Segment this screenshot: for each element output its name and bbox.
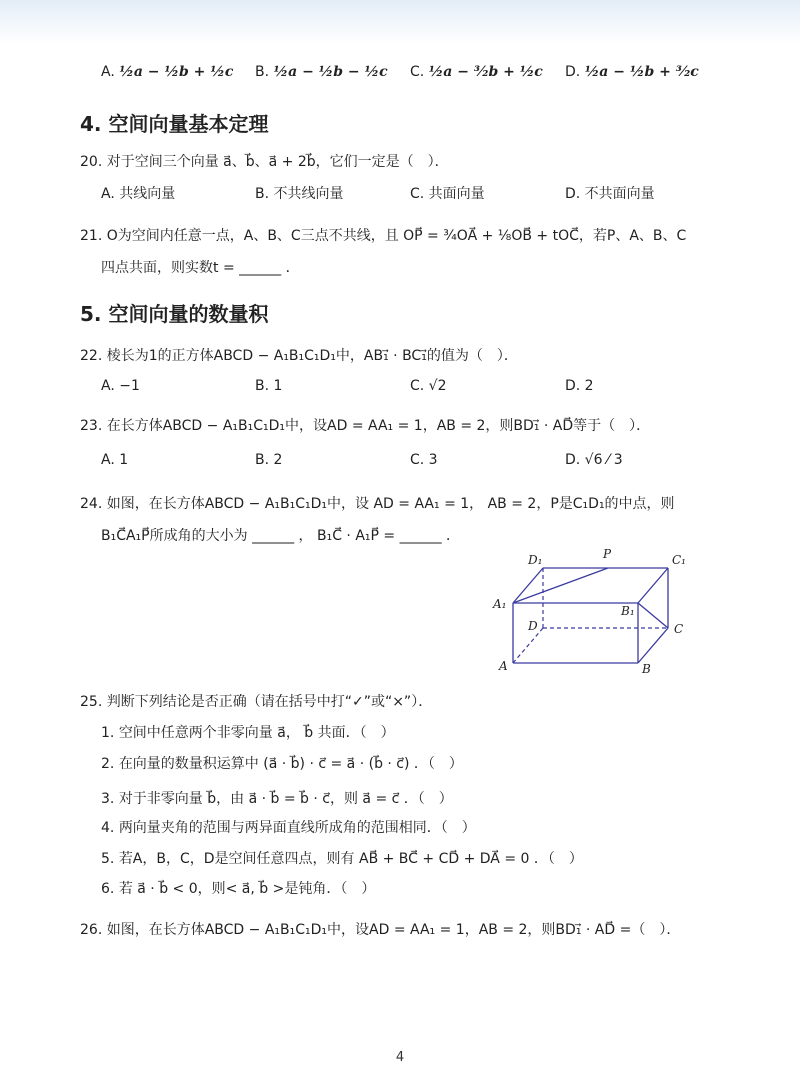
q25-item-2: 2. 在向量的数量积运算中 (a⃗ · b⃗) · c⃗ = a⃗ · (b⃗ · c⃗) ．（ ） (101, 756, 463, 772)
q22-stem (80, 346, 518, 366)
q22-text: 棱长为1的正方体ABCD − A₁B₁C₁D₁中，AB₁⃗ · BC₁⃗的值为（ ）． (106, 348, 518, 364)
q23-stem (80, 416, 650, 436)
q21-text1: O为空间内任意一点，A、B、C三点不共线，且 OP⃗ = ¾OA⃗ + ⅛OB⃗ + tOC⃗，若P、A、B、C (106, 228, 687, 244)
label-d1: D₁ (528, 553, 543, 567)
q20-option-b: B. 不共线向量 (255, 186, 344, 202)
q25-stem (80, 692, 432, 712)
q26-text: 如图，在长方体ABCD − A₁B₁C₁D₁中，设AD = AA₁ = 1，AB = 2，则BD₁⃗ · AD⃗ =（ ）． (106, 922, 681, 938)
label-c1: C₁ (672, 553, 686, 567)
q21-number: 21. (80, 228, 103, 244)
q20-number: 20. (80, 154, 103, 170)
page-number: 4 (395, 1050, 405, 1065)
q20-option-c: C. 共面向量 (410, 186, 485, 202)
q19-option-a: A. ½a − ½b + ½c (101, 64, 234, 80)
label-d: D (528, 619, 538, 633)
q24-line1 (80, 494, 675, 514)
q19-option-d: D. ½a − ½b + ³⁄₂c (565, 64, 699, 80)
edge-bc (638, 628, 668, 663)
q22-option-a: A. −1 (101, 378, 140, 394)
q23-text: 在长方体ABCD − A₁B₁C₁D₁中，设AD = AA₁ = 1，AB = 2，则BD₁⃗ · AD⃗等于（ ）． (106, 418, 651, 434)
q22-option-d: D. 2 (565, 378, 594, 394)
q22-option-b: B. 1 (255, 378, 283, 394)
q24-text1: 如图，在长方体ABCD − A₁B₁C₁D₁中，设 AD = AA₁ = 1， AB = 2，P是C₁D₁的中点，则 (106, 496, 675, 512)
q25-number: 25. (80, 694, 103, 710)
q25-item-5: 5. 若A，B，C，D是空间任意四点，则有 AB⃗ + BC⃗ + CD⃗ + DA⃗ = 0 ．（ ） (101, 851, 583, 867)
cuboid-figure (490, 545, 700, 675)
q22-option-c: C. √2 (410, 378, 447, 394)
q26-stem (80, 920, 680, 940)
q20-option-a: A. 共线向量 (101, 186, 176, 202)
label-b1: B₁ (621, 604, 635, 618)
q20-stem (80, 152, 449, 172)
q20-text: 对于空间三个向量 a⃗、b⃗、a⃗ + 2b⃗，它们一定是（ ）． (106, 154, 449, 170)
q23-option-b: B. 2 (255, 452, 283, 468)
q25-item-1: 1. 空间中任意两个非零向量 a⃗， b⃗ 共面．（ ） (101, 725, 395, 741)
q19-option-b: B. ½a − ½b − ½c (255, 64, 388, 80)
label-c: C (674, 622, 684, 636)
q25-text: 判断下列结论是否正确（请在括号中打“✓”或“×”）． (106, 694, 433, 710)
edge-b1c1 (638, 568, 668, 603)
q22-number: 22. (80, 348, 103, 364)
q24-number: 24. (80, 496, 103, 512)
label-a1: A₁ (493, 597, 507, 611)
q23-option-c: C. 3 (410, 452, 438, 468)
q25-item-4: 4. 两向量夹角的范围与两异面直线所成角的范围相同．（ ） (101, 820, 476, 836)
label-a: A (499, 659, 508, 673)
section-4-title: 4. 空间向量基本定理 (80, 112, 269, 136)
hidden-edge-ad (513, 628, 543, 663)
label-b: B (642, 662, 651, 675)
q23-number: 23. (80, 418, 103, 434)
section-5-title: 5. 空间向量的数量积 (80, 302, 269, 326)
q23-option-a: A. 1 (101, 452, 129, 468)
q25-item-3: 3. 对于非零向量 b⃗，由 a⃗ · b⃗ = b⃗ · c⃗，则 a⃗ = c⃗ ．（ ） (101, 791, 453, 807)
q20-option-d: D. 不共面向量 (565, 186, 655, 202)
q21-line1 (80, 226, 686, 246)
segment-b1c (638, 603, 668, 628)
q26-number: 26. (80, 922, 103, 938)
q24-line2: B₁C⃗A₁P⃗所成角的大小为 ______ ， B₁C⃗ · A₁P⃗ = ______ ． (101, 528, 461, 544)
q19-option-c: C. ½a − ³⁄₂b + ½c (410, 64, 543, 80)
q21-line2: 四点共面，则实数t = ______ ． (101, 260, 300, 276)
q25-item-6: 6. 若 a⃗ · b⃗ < 0，则< a⃗, b⃗ >是钝角．（ ） (101, 881, 376, 897)
q23-option-d: D. √6 ⁄ 3 (565, 452, 623, 468)
label-p: P (603, 547, 612, 561)
